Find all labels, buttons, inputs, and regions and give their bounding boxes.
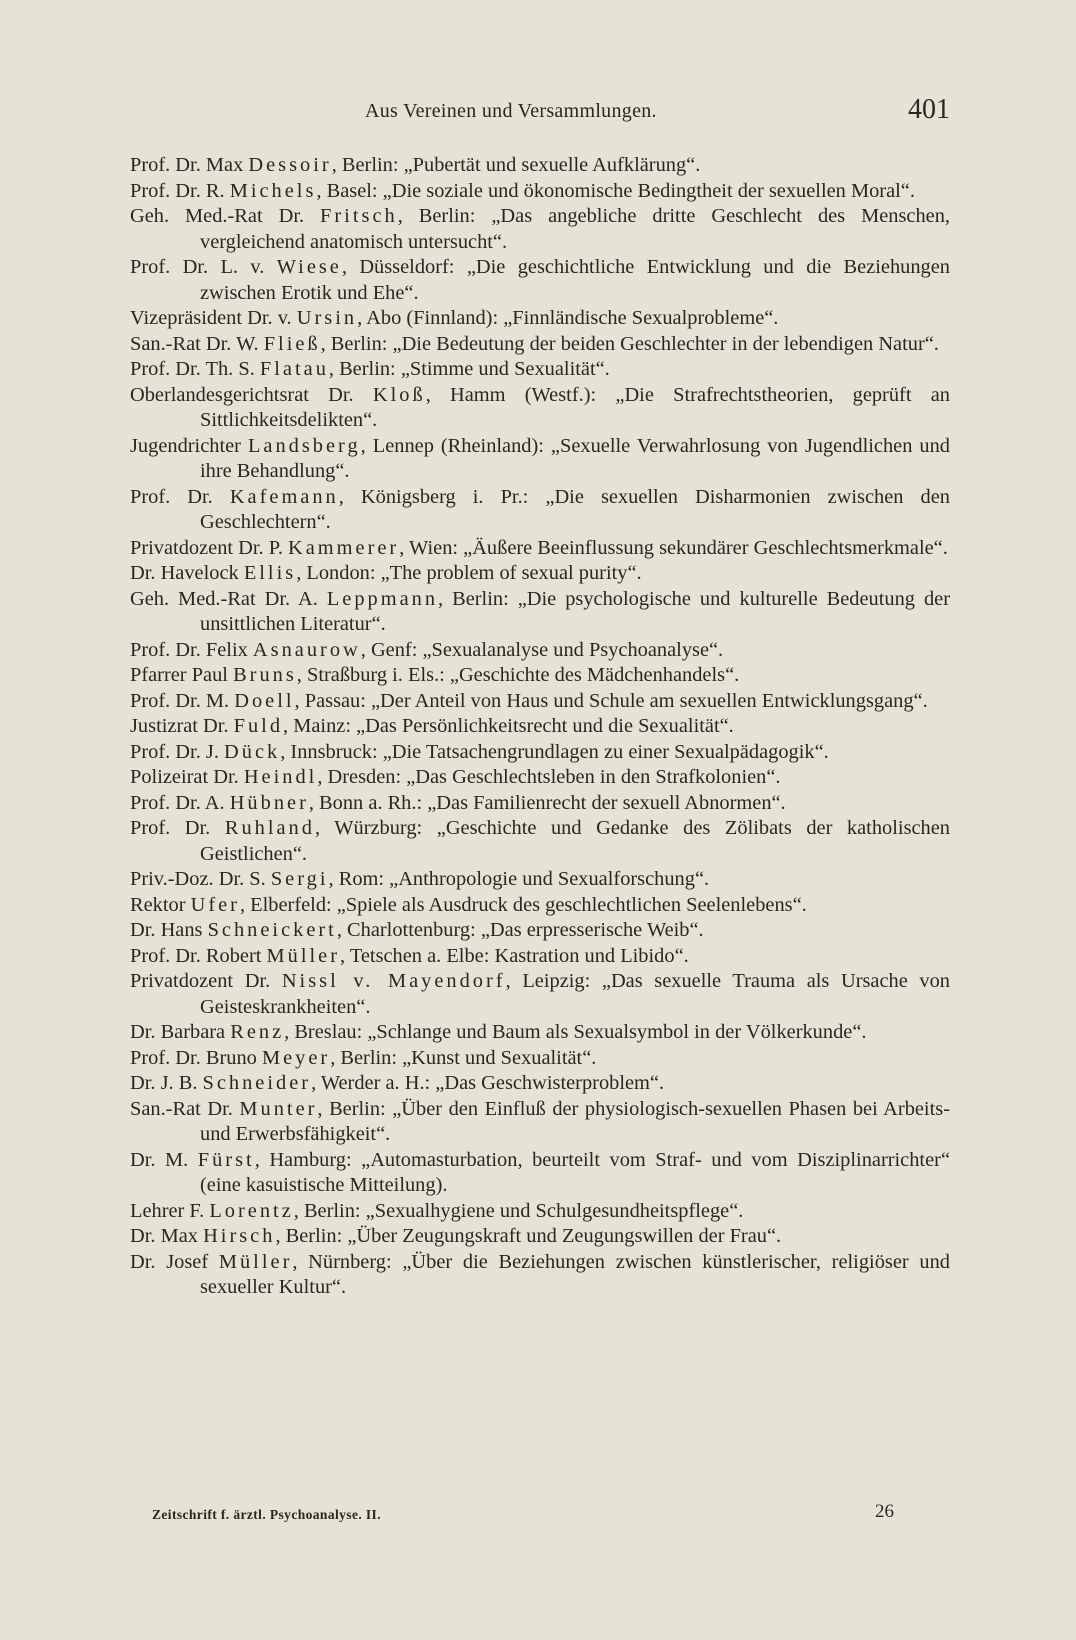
- lecture-topic: , Dresden: „Das Geschlechtsleben in den Strafkolonien“.: [317, 766, 781, 788]
- speaker-name: Ruhland: [224, 817, 315, 839]
- lecture-topic: , Hamm (Westf.): „Die Strafrechtstheorien, geprüft an Sittlichkeitsdelikten“.: [200, 383, 950, 431]
- lecture-topic: , Hamburg: „Automasturbation, beurteilt vom Straf- und vom Disziplinarrichter“ (eine kasuistische Mitteilung).: [200, 1148, 950, 1196]
- lecture-topic: , Berlin: „Sexualhygiene und Schulgesundheitspflege“.: [293, 1199, 744, 1222]
- lecture-topic: , Abo (Finnland): „Finnländische Sexualprobleme“.: [357, 307, 779, 329]
- speaker-title: Dr. Hans: [130, 919, 208, 941]
- lecture-entry: [130, 1250, 950, 1301]
- lecture-topic: , Werder a. H.: „Das Geschwisterproblem“.: [311, 1072, 665, 1094]
- speaker-title: Polizeirat Dr.: [130, 766, 244, 788]
- lecture-topic: , Tetschen a. Elbe: Kastration und Libido“.: [340, 944, 689, 967]
- lecture-topic: , Rom: „Anthropologie und Sexualforschung“.: [328, 868, 710, 890]
- speaker-title: Dr. Max: [130, 1225, 204, 1247]
- speaker-title: Prof. Dr. M.: [130, 689, 235, 712]
- lecture-topic: , Mainz: „Das Persönlichkeitsrecht und die Sexualität“.: [283, 715, 734, 737]
- speaker-name: Bruns: [233, 664, 297, 686]
- lecture-entry: [130, 332, 950, 358]
- lecture-topic: , Charlottenburg: „Das erpresserische Weib“.: [336, 919, 704, 941]
- lecture-entry: [130, 1071, 950, 1097]
- speaker-name: Munter: [239, 1097, 318, 1120]
- speaker-title: Prof. Dr. Th. S.: [130, 358, 260, 380]
- speaker-title: Jugendrichter: [130, 434, 248, 457]
- lecture-entry: [130, 765, 950, 791]
- signature-mark: 26: [875, 1501, 894, 1522]
- lecture-entry: [130, 1148, 950, 1199]
- speaker-name: Hirsch: [203, 1225, 276, 1247]
- speaker-title: Geh. Med.-Rat Dr. A.: [130, 587, 327, 610]
- speaker-name: Kammerer: [288, 536, 400, 559]
- lecture-topic: , Basel: „Die soziale und ökonomische Bedingtheit der sexuellen Moral“.: [316, 179, 915, 202]
- speaker-title: Privatdozent Dr. P.: [130, 536, 289, 559]
- speaker-title: Prof. Dr. A.: [130, 791, 230, 814]
- lecture-topic: , Lennep (Rheinland): „Sexuelle Verwahrlosung von Jugendlichen und ihre Behandlung“.: [200, 434, 950, 482]
- lecture-entry: [130, 383, 950, 434]
- speaker-name: Fritsch: [320, 205, 398, 227]
- speaker-title: Lehrer F.: [130, 1199, 210, 1222]
- speaker-title: Priv.-Doz. Dr. S.: [130, 868, 271, 890]
- lecture-entry: [130, 536, 950, 562]
- speaker-name: Leppmann: [326, 587, 439, 610]
- speaker-name: Sergi: [270, 868, 329, 890]
- speaker-name: Schneider: [202, 1072, 312, 1094]
- lecture-entry: [130, 867, 950, 893]
- speaker-title: Dr. M.: [130, 1148, 198, 1171]
- lecture-entry: [130, 740, 950, 766]
- speaker-title: Pfarrer Paul: [130, 664, 234, 686]
- speaker-name: Dück: [224, 740, 281, 763]
- lecture-topic: , Leipzig: „Das sexuelle Trauma als Ursache von Geisteskrankheiten“.: [200, 970, 950, 1018]
- lecture-topic: , Würzburg: „Geschichte und Gedanke des Zölibats der katholischen Geistlichen“.: [200, 817, 950, 865]
- speaker-title: San.-Rat Dr. W.: [130, 332, 264, 355]
- lecture-entry: [130, 153, 950, 179]
- lecture-topic: , Breslau: „Schlange und Baum als Sexualsymbol in der Völkerkunde“.: [284, 1021, 867, 1043]
- speaker-title: Prof. Dr. Bruno: [130, 1046, 262, 1069]
- lecture-entry: [130, 893, 950, 919]
- footer-journal-title: Zeitschrift f. ärztl. Psychoanalyse. II.: [152, 1507, 381, 1522]
- lecture-entry: [130, 306, 950, 332]
- speaker-name: Kafemann: [229, 485, 339, 508]
- lecture-topic: , Berlin: „Die Bedeutung der beiden Geschlechter in der lebendigen Natur“.: [320, 332, 939, 355]
- lecture-topic: , Innsbruck: „Die Tatsachengrundlagen zu einer Sexualpädagogik“.: [280, 740, 829, 763]
- speaker-name: Hübner: [229, 791, 309, 814]
- speaker-name: Müller: [266, 944, 340, 967]
- speaker-name: Michels: [229, 179, 317, 202]
- speaker-name: Nissl v. Mayendorf: [281, 970, 506, 992]
- speaker-title: Prof. Dr.: [130, 817, 225, 839]
- lecture-topic: , Passau: „Der Anteil von Haus und Schule am sexuellen Entwicklungsgang“.: [294, 689, 928, 712]
- lecture-entry: [130, 434, 950, 485]
- speaker-name: Kloß: [372, 383, 426, 406]
- lecture-topic: , London: „The problem of sexual purity“.: [296, 562, 642, 584]
- speaker-title: Rektor: [130, 893, 191, 916]
- speaker-title: Prof. Dr.: [130, 485, 230, 508]
- speaker-name: Meyer: [261, 1046, 331, 1069]
- page-footer: [152, 1501, 894, 1531]
- speaker-name: Asnaurow: [252, 638, 361, 661]
- lecture-entry: [130, 689, 950, 715]
- lecture-topic: , Elberfeld: „Spiele als Ausdruck des geschlechtlichen Seelenlebens“.: [239, 893, 807, 916]
- speaker-name: Lorentz: [209, 1199, 294, 1222]
- lecture-topic: , Königsberg i. Pr.: „Die sexuellen Disharmonien zwischen den Geschlechtern“.: [200, 485, 950, 533]
- lecture-topic: , Berlin: „Über den Einfluß der physiologisch-sexuellen Phasen bei Arbeits- und Erwerbsfähigkeit“.: [200, 1097, 950, 1145]
- speaker-title: Prof. Dr. J.: [130, 740, 225, 763]
- lecture-topic: , Nürnberg: „Über die Beziehungen zwischen künstlerischer, religiöser und sexueller Kultur“.: [200, 1250, 950, 1298]
- running-head: [120, 94, 950, 136]
- lecture-topic: , Berlin: „Stimme und Sexualität“.: [328, 358, 610, 380]
- lecture-topic: , Düsseldorf: „Die geschichtliche Entwicklung und die Beziehungen zwischen Erotik und Ehe“.: [200, 256, 950, 304]
- lecture-topic: , Berlin: „Über Zeugungskraft und Zeugungswillen der Frau“.: [275, 1225, 782, 1247]
- lecture-topic: , Bonn a. Rh.: „Das Familienrecht der sexuell Abnormen“.: [308, 791, 786, 814]
- speaker-title: Prof. Dr. Max: [130, 154, 249, 176]
- running-head-title: Aus Vereinen und Versammlungen.: [365, 100, 657, 122]
- lecture-topic: , Berlin: „Das angebliche dritte Geschlecht des Menschen, vergleichend anatomisch untersucht“.: [200, 205, 950, 253]
- speaker-title: Vizepräsident Dr. v.: [130, 307, 297, 329]
- lecture-entry: [130, 1224, 950, 1250]
- lecture-list: [130, 153, 950, 1301]
- speaker-title: Prof. Dr. Felix: [130, 638, 253, 661]
- page-number: 401: [908, 94, 950, 125]
- lecture-entry: [130, 663, 950, 689]
- speaker-title: Dr. Josef: [130, 1250, 219, 1273]
- speaker-name: Flatau: [259, 358, 329, 380]
- lecture-entry: [130, 179, 950, 205]
- lecture-entry: [130, 944, 950, 970]
- speaker-name: Wiese: [276, 256, 342, 278]
- speaker-name: Ufer: [190, 893, 240, 916]
- lecture-entry: [130, 969, 950, 1020]
- lecture-entry: [130, 485, 950, 536]
- speaker-title: Oberlandesgerichtsrat Dr.: [130, 383, 373, 406]
- lecture-entry: [130, 1199, 950, 1225]
- speaker-name: Fließ: [263, 332, 321, 355]
- lecture-entry: [130, 1097, 950, 1148]
- lecture-entry: [130, 561, 950, 587]
- lecture-entry: [130, 357, 950, 383]
- speaker-name: Heindl: [243, 766, 318, 788]
- speaker-title: Prof. Dr. R.: [130, 179, 230, 202]
- lecture-entry: [130, 816, 950, 867]
- speaker-name: Landsberg: [247, 434, 361, 457]
- lecture-entry: [130, 1046, 950, 1072]
- speaker-name: Müller: [218, 1250, 293, 1273]
- speaker-title: Privatdozent Dr.: [130, 970, 282, 992]
- speaker-title: Dr. Barbara: [130, 1021, 231, 1043]
- speaker-name: Doell: [234, 689, 295, 712]
- speaker-name: Schneickert: [207, 919, 337, 941]
- lecture-entry: [130, 1020, 950, 1046]
- lecture-entry: [130, 918, 950, 944]
- speaker-name: Dessoir: [248, 154, 332, 176]
- lecture-topic: , Genf: „Sexualanalyse und Psychoanalyse“.: [360, 638, 724, 661]
- speaker-name: Ellis: [243, 562, 297, 584]
- speaker-title: Dr. J. B.: [130, 1072, 203, 1094]
- lecture-topic: , Berlin: „Kunst und Sexualität“.: [330, 1046, 597, 1069]
- lecture-topic: , Berlin: „Pubertät und sexuelle Aufklärung“.: [331, 154, 701, 176]
- lecture-entry: [130, 791, 950, 817]
- lecture-topic: , Wien: „Äußere Beeinflussung sekundärer Geschlechtsmerkmale“.: [399, 536, 948, 559]
- speaker-name: Fuld: [233, 715, 284, 737]
- lecture-entry: [130, 638, 950, 664]
- speaker-title: Dr. Havelock: [130, 562, 244, 584]
- speaker-title: Prof. Dr. L. v.: [130, 256, 277, 278]
- lecture-entry: [130, 204, 950, 255]
- speaker-name: Fürst: [197, 1148, 255, 1171]
- lecture-entry: [130, 587, 950, 638]
- lecture-entry: [130, 714, 950, 740]
- speaker-title: Justizrat Dr.: [130, 715, 234, 737]
- speaker-title: Prof. Dr. Robert: [130, 944, 267, 967]
- speaker-title: San.-Rat Dr.: [130, 1097, 240, 1120]
- speaker-title: Geh. Med.-Rat Dr.: [130, 205, 321, 227]
- lecture-entry: [130, 255, 950, 306]
- speaker-name: Renz: [230, 1021, 285, 1043]
- lecture-topic: , Straßburg i. Els.: „Geschichte des Mädchenhandels“.: [296, 664, 740, 686]
- speaker-name: Ursin: [296, 307, 358, 329]
- lecture-topic: , Berlin: „Die psychologische und kulturelle Bedeutung der unsittlichen Literatur“.: [200, 587, 950, 635]
